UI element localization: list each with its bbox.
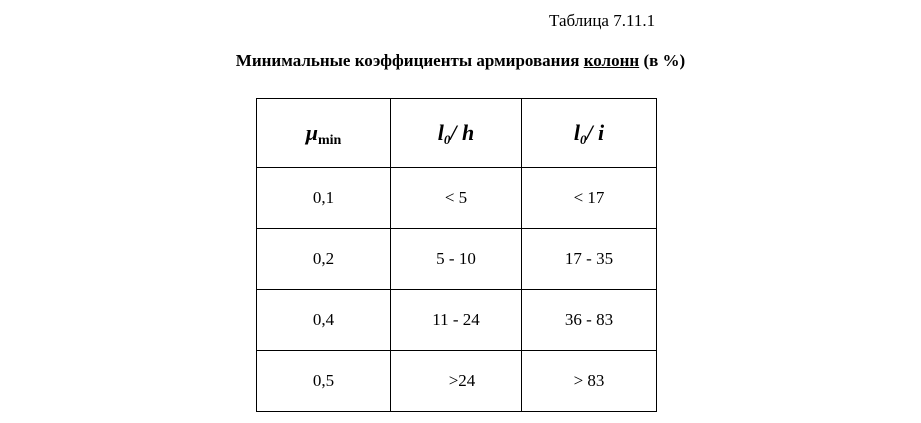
table-caption — [0, 51, 921, 71]
cell-l0-h — [391, 351, 522, 412]
cell-l0-i: < 17 — [522, 168, 657, 229]
cell-l0-h: 5 - 10 — [391, 229, 522, 290]
l-subscript: 0 — [579, 132, 587, 147]
caption-text-end: (в %) — [639, 51, 686, 70]
header-rest: / i — [586, 120, 605, 145]
header-l0-h — [391, 99, 522, 168]
header-l0-i — [522, 99, 657, 168]
cell-l0-h: < 5 — [391, 168, 522, 229]
cell-l0-h-value: >24 — [448, 371, 476, 390]
l-subscript: 0 — [443, 132, 451, 147]
cell-mu: 0,1 — [257, 168, 391, 229]
table-number: Таблица 7.11.1 — [549, 11, 656, 30]
cell-l0-h: 11 - 24 — [391, 290, 522, 351]
mu-symbol: μ — [305, 120, 318, 145]
header-mu-min — [257, 99, 391, 168]
cell-mu: 0,2 — [257, 229, 391, 290]
header-rest: / h — [450, 120, 475, 145]
mu-subscript: min — [317, 133, 342, 148]
caption-underlined-word: колонн — [583, 51, 640, 70]
l-symbol: l — [437, 120, 444, 145]
reinforcement-table — [256, 98, 657, 412]
cell-mu: 0,5 — [257, 351, 391, 412]
caption-text: Минимальные коэффициенты армирования — [235, 51, 584, 70]
cell-l0-i: 36 - 83 — [522, 290, 657, 351]
table-row — [257, 168, 657, 229]
table-row — [257, 290, 657, 351]
table-row — [257, 229, 657, 290]
cell-mu: 0,4 — [257, 290, 391, 351]
l-symbol: l — [573, 120, 580, 145]
cell-l0-i: 17 - 35 — [522, 229, 657, 290]
cell-l0-i: > 83 — [522, 351, 657, 412]
table-header-row — [257, 99, 657, 168]
table-row — [257, 351, 657, 412]
